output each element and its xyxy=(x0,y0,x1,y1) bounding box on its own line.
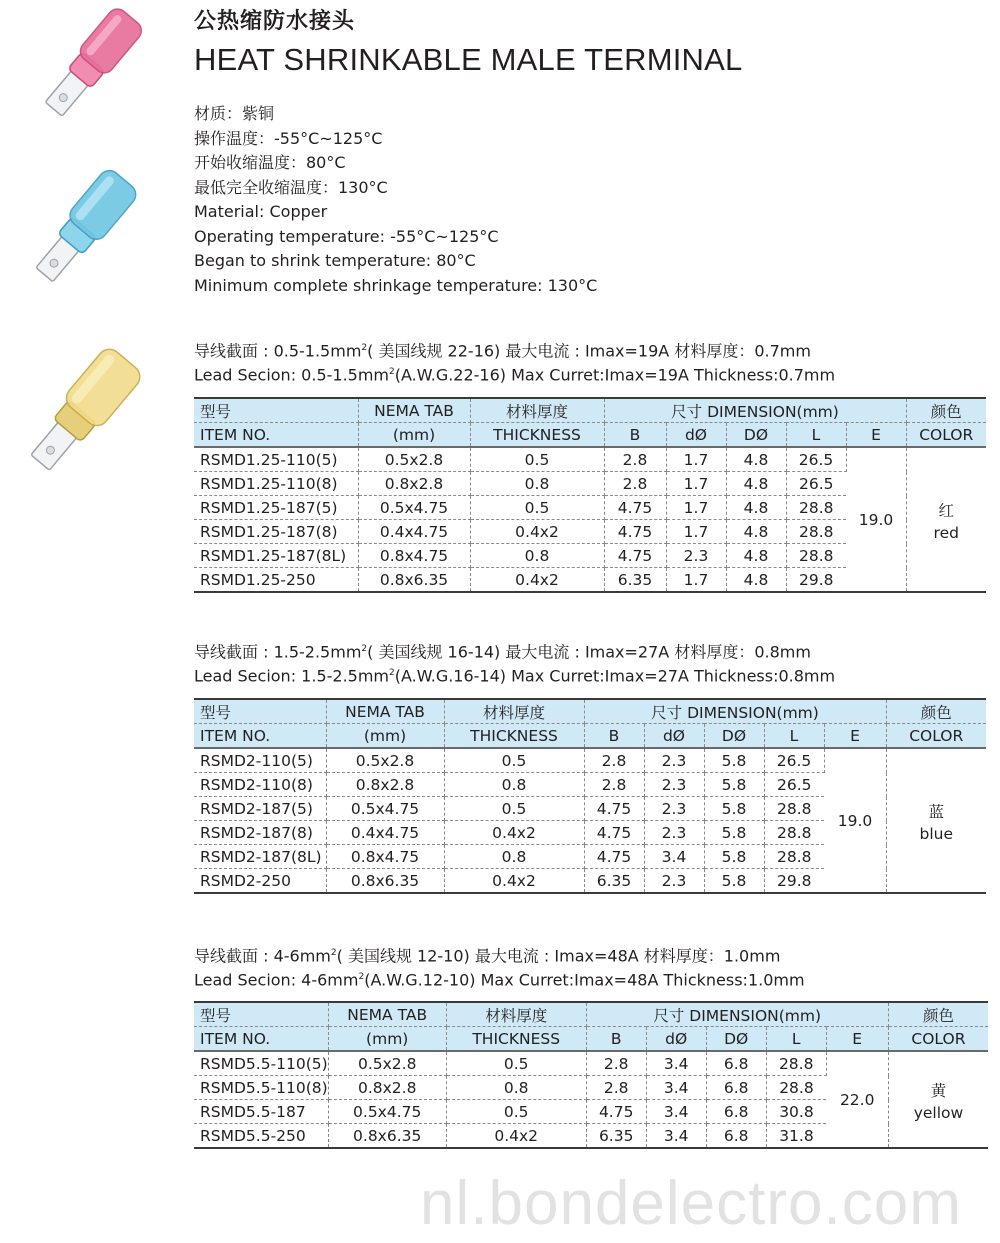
lead-section-english: Lead Secion: $0.5-1.5mm^2(A.W.G.22-16)$ Max Curret:Imax=19A Thickness:0.7mm xyxy=(194,365,836,385)
cell-l: 26.5 xyxy=(786,447,846,472)
cell-nema-tab: 0.4x4.75 xyxy=(358,520,470,544)
cell-color xyxy=(886,748,986,893)
header-d_big: DØ xyxy=(704,724,764,749)
cell-nema-tab: 0.8x4.75 xyxy=(326,845,444,869)
header-d_small: dØ xyxy=(644,724,704,749)
cell-l: 28.8 xyxy=(786,520,846,544)
header-mm: (mm) xyxy=(328,1027,446,1052)
cell-color xyxy=(888,1051,988,1148)
header-d_small: dØ xyxy=(646,1027,706,1052)
spec-line: Material: Copper xyxy=(194,202,328,221)
cell-item-no: RSMD1.25-250 xyxy=(194,568,358,593)
cell-d-small: 2.3 xyxy=(644,869,704,894)
cell-nema-tab: 0.5x4.75 xyxy=(358,496,470,520)
cell-nema-tab: 0.5x2.8 xyxy=(326,748,444,773)
spec-line: 材质：紫铜 xyxy=(194,104,275,123)
cell-thickness: 0.8 xyxy=(444,773,584,797)
cell-d-big: 4.8 xyxy=(726,496,786,520)
cell-d-big: 5.8 xyxy=(704,797,764,821)
cell-b: 2.8 xyxy=(584,748,644,773)
header-d_big: DØ xyxy=(726,423,786,448)
spec-line: 操作温度：-55°C~125°C xyxy=(194,128,383,148)
lead-section-english: Lead Secion: $4-6mm^2(A.W.G.12-10)$ Max Curret:Imax=48A Thickness:1.0mm xyxy=(194,970,805,990)
cell-item-no: RSMD1.25-187(8) xyxy=(194,520,358,544)
cell-l: 28.8 xyxy=(766,1076,826,1100)
cell-thickness: 0.4x2 xyxy=(444,869,584,894)
cell-nema-tab: 0.8x6.35 xyxy=(358,568,470,593)
cell-thickness: 0.8 xyxy=(444,845,584,869)
cell-d-big: 5.8 xyxy=(704,748,764,773)
cell-b: 6.35 xyxy=(584,869,644,894)
cell-d-big: 6.8 xyxy=(706,1124,766,1149)
cell-l: 28.8 xyxy=(786,496,846,520)
cell-thickness: 0.4x2 xyxy=(444,821,584,845)
header-l: L xyxy=(786,423,846,448)
cell-d-small: 3.4 xyxy=(646,1076,706,1100)
cell-d-big: 4.8 xyxy=(726,447,786,472)
header-model: 型号 xyxy=(194,1002,328,1027)
header-thickness-cn: 材料厚度 xyxy=(444,699,584,724)
header-mm: (mm) xyxy=(358,423,470,448)
cell-item-no: RSMD5.5-187 xyxy=(194,1100,328,1124)
cell-l: 28.8 xyxy=(764,821,824,845)
cell-item-no: RSMD1.25-187(8L) xyxy=(194,544,358,568)
header-color: COLOR xyxy=(886,724,986,749)
cell-nema-tab: 0.5x4.75 xyxy=(326,797,444,821)
cell-b: 2.8 xyxy=(586,1051,646,1076)
lead-section-chinese: 导线截面 : $4-6mm^2$( 美国线规 12-10) 最大电流 : Imax=48A 材料厚度：1.0mm xyxy=(194,946,781,966)
cell-d-big: 6.8 xyxy=(706,1076,766,1100)
cell-l: 28.8 xyxy=(786,544,846,568)
cell-nema-tab: 0.8x2.8 xyxy=(328,1076,446,1100)
cell-item-no: RSMD2-110(5) xyxy=(194,748,326,773)
header-dimension: 尺寸 DIMENSION(mm) xyxy=(604,398,906,423)
cell-nema-tab: 0.5x4.75 xyxy=(328,1100,446,1124)
cell-b: 2.8 xyxy=(584,773,644,797)
spec-line: 开始收缩温度：80°C xyxy=(194,153,346,172)
cell-d-big: 5.8 xyxy=(704,821,764,845)
cell-d-small: 1.7 xyxy=(666,472,726,496)
cell-l: 26.5 xyxy=(764,748,824,773)
cell-l: 28.8 xyxy=(764,797,824,821)
title-english: HEAT SHRINKABLE MALE TERMINAL xyxy=(194,42,743,77)
cell-e: 19.0 xyxy=(846,447,906,592)
cell-nema-tab: 0.8x6.35 xyxy=(328,1124,446,1149)
cell-b: 6.35 xyxy=(586,1124,646,1149)
header-model: 型号 xyxy=(194,398,358,423)
header-thickness: THICKNESS xyxy=(444,724,584,749)
header-color: COLOR xyxy=(906,423,986,448)
spec-line: 最低完全收缩温度：130°C xyxy=(194,177,388,197)
cell-nema-tab: 0.8x2.8 xyxy=(326,773,444,797)
header-nema-tab: NEMA TAB xyxy=(328,1002,446,1027)
cell-thickness: 0.5 xyxy=(444,748,584,773)
header-nema-tab: NEMA TAB xyxy=(326,699,444,724)
cell-nema-tab: 0.8x6.35 xyxy=(326,869,444,894)
cell-l: 28.8 xyxy=(764,845,824,869)
cell-d-small: 1.7 xyxy=(666,568,726,593)
cell-item-no: RSMD2-187(8L) xyxy=(194,845,326,869)
cell-d-big: 4.8 xyxy=(726,520,786,544)
cell-thickness: 0.5 xyxy=(446,1051,586,1076)
cell-d-small: 2.3 xyxy=(644,773,704,797)
header-nema-tab: NEMA TAB xyxy=(358,398,470,423)
cell-item-no: RSMD2-250 xyxy=(194,869,326,894)
cell-d-big: 4.8 xyxy=(726,472,786,496)
header-l: L xyxy=(766,1027,826,1052)
header-l: L xyxy=(764,724,824,749)
header-d_big: DØ xyxy=(706,1027,766,1052)
cell-thickness: 0.8 xyxy=(470,544,604,568)
blue-terminal-image xyxy=(6,168,156,294)
color-english: yellow xyxy=(913,1103,964,1122)
spec-table xyxy=(194,397,986,593)
cell-l: 29.8 xyxy=(764,869,824,894)
cell-l: 28.8 xyxy=(766,1051,826,1076)
cell-thickness: 0.8 xyxy=(470,472,604,496)
header-dimension: 尺寸 DIMENSION(mm) xyxy=(584,699,886,724)
material-specs xyxy=(194,102,597,298)
red-terminal-image xyxy=(14,6,164,128)
cell-b: 4.75 xyxy=(586,1100,646,1124)
cell-b: 6.35 xyxy=(604,568,666,593)
spec-table xyxy=(194,1001,988,1149)
cell-thickness: 0.8 xyxy=(446,1076,586,1100)
header-model: 型号 xyxy=(194,699,326,724)
header-color: COLOR xyxy=(888,1027,988,1052)
cell-b: 4.75 xyxy=(604,496,666,520)
cell-nema-tab: 0.5x2.8 xyxy=(358,447,470,472)
cell-d-big: 5.8 xyxy=(704,773,764,797)
cell-nema-tab: 0.8x4.75 xyxy=(358,544,470,568)
cell-nema-tab: 0.8x2.8 xyxy=(358,472,470,496)
cell-l: 31.8 xyxy=(766,1124,826,1149)
cell-d-big: 5.8 xyxy=(704,869,764,894)
cell-thickness: 0.4x2 xyxy=(446,1124,586,1149)
lead-section-chinese: 导线截面 : $0.5-1.5mm^2$( 美国线规 22-16) 最大电流 : Imax=19A 材料厚度：0.7mm xyxy=(194,341,811,361)
cell-d-big: 5.8 xyxy=(704,845,764,869)
header-b: B xyxy=(604,423,666,448)
header-thickness-cn: 材料厚度 xyxy=(446,1002,586,1027)
table-row xyxy=(194,748,986,773)
color-chinese: 黄 xyxy=(930,1081,947,1100)
cell-l: 29.8 xyxy=(786,568,846,593)
cell-thickness: 0.4x2 xyxy=(470,568,604,593)
cell-d-small: 3.4 xyxy=(646,1051,706,1076)
cell-l: 26.5 xyxy=(764,773,824,797)
header-d_small: dØ xyxy=(666,423,726,448)
spec-line: Operating temperature: -55°C~125°C xyxy=(194,226,499,246)
header-item-no: ITEM NO. xyxy=(194,724,326,749)
cell-b: 4.75 xyxy=(584,797,644,821)
color-chinese: 蓝 xyxy=(928,802,944,821)
cell-d-big: 6.8 xyxy=(706,1100,766,1124)
header-mm: (mm) xyxy=(326,724,444,749)
cell-e: 19.0 xyxy=(824,748,886,893)
cell-color xyxy=(906,447,986,592)
cell-nema-tab: 0.5x2.8 xyxy=(328,1051,446,1076)
header-thickness: THICKNESS xyxy=(470,423,604,448)
header-thickness: THICKNESS xyxy=(446,1027,586,1052)
cell-d-small: 1.7 xyxy=(666,447,726,472)
header-color-cn: 颜色 xyxy=(888,1002,988,1027)
spec-line: Minimum complete shrinkage temperature: 130°C xyxy=(194,275,598,295)
lead-section-english: Lead Secion: $1.5-2.5mm^2(A.W.G.16-14)$ Max Curret:Imax=27A Thickness:0.8mm xyxy=(194,666,836,686)
cell-b: 4.75 xyxy=(604,544,666,568)
lead-section-chinese: 导线截面 : $1.5-2.5mm^2$( 美国线规 16-14) 最大电流 : Imax=27A 材料厚度：0.8mm xyxy=(194,642,811,662)
header-dimension: 尺寸 DIMENSION(mm) xyxy=(586,1002,888,1027)
cell-d-small: 3.4 xyxy=(646,1124,706,1149)
cell-b: 4.75 xyxy=(604,520,666,544)
header-color-cn: 颜色 xyxy=(906,398,986,423)
cell-nema-tab: 0.4x4.75 xyxy=(326,821,444,845)
header-item-no: ITEM NO. xyxy=(194,423,358,448)
cell-d-small: 1.7 xyxy=(666,496,726,520)
cell-l: 30.8 xyxy=(766,1100,826,1124)
cell-item-no: RSMD2-187(8) xyxy=(194,821,326,845)
header-e: E xyxy=(846,423,906,448)
header-e: E xyxy=(824,724,886,749)
cell-d-big: 6.8 xyxy=(706,1051,766,1076)
spec-table xyxy=(194,698,986,894)
cell-item-no: RSMD5.5-110(5) xyxy=(194,1051,328,1076)
cell-b: 2.8 xyxy=(604,472,666,496)
cell-item-no: RSMD2-110(8) xyxy=(194,773,326,797)
cell-item-no: RSMD2-187(5) xyxy=(194,797,326,821)
cell-d-small: 2.3 xyxy=(666,544,726,568)
cell-item-no: RSMD5.5-110(8) xyxy=(194,1076,328,1100)
cell-d-small: 3.4 xyxy=(646,1100,706,1124)
cell-thickness: 0.4x2 xyxy=(470,520,604,544)
yellow-terminal-image xyxy=(0,346,160,484)
cell-thickness: 0.5 xyxy=(470,496,604,520)
color-english: red xyxy=(933,523,959,542)
cell-d-small: 2.3 xyxy=(644,821,704,845)
cell-d-small: 3.4 xyxy=(644,845,704,869)
cell-d-small: 2.3 xyxy=(644,748,704,773)
table-row xyxy=(194,1051,988,1076)
spec-line: Began to shrink temperature: 80°C xyxy=(194,251,476,270)
title-chinese: 公热缩防水接头 xyxy=(194,9,356,34)
cell-thickness: 0.5 xyxy=(446,1100,586,1124)
cell-d-big: 4.8 xyxy=(726,544,786,568)
cell-d-small: 2.3 xyxy=(644,797,704,821)
cell-e: 22.0 xyxy=(826,1051,888,1148)
table-row xyxy=(194,447,986,472)
watermark: nl.bondelectro.com xyxy=(420,1169,962,1238)
header-color-cn: 颜色 xyxy=(886,699,986,724)
cell-b: 4.75 xyxy=(584,821,644,845)
cell-b: 2.8 xyxy=(586,1076,646,1100)
cell-thickness: 0.5 xyxy=(470,447,604,472)
header-b: B xyxy=(584,724,644,749)
header-e: E xyxy=(826,1027,888,1052)
cell-item-no: RSMD1.25-110(5) xyxy=(194,447,358,472)
color-chinese: 红 xyxy=(938,501,954,520)
header-thickness-cn: 材料厚度 xyxy=(470,398,604,423)
cell-item-no: RSMD1.25-187(5) xyxy=(194,496,358,520)
header-b: B xyxy=(586,1027,646,1052)
cell-thickness: 0.5 xyxy=(444,797,584,821)
cell-item-no: RSMD5.5-250 xyxy=(194,1124,328,1149)
cell-l: 26.5 xyxy=(786,472,846,496)
cell-d-big: 4.8 xyxy=(726,568,786,593)
header-item-no: ITEM NO. xyxy=(194,1027,328,1052)
cell-b: 4.75 xyxy=(584,845,644,869)
color-english: blue xyxy=(919,824,953,843)
cell-item-no: RSMD1.25-110(8) xyxy=(194,472,358,496)
cell-b: 2.8 xyxy=(604,447,666,472)
cell-d-small: 1.7 xyxy=(666,520,726,544)
